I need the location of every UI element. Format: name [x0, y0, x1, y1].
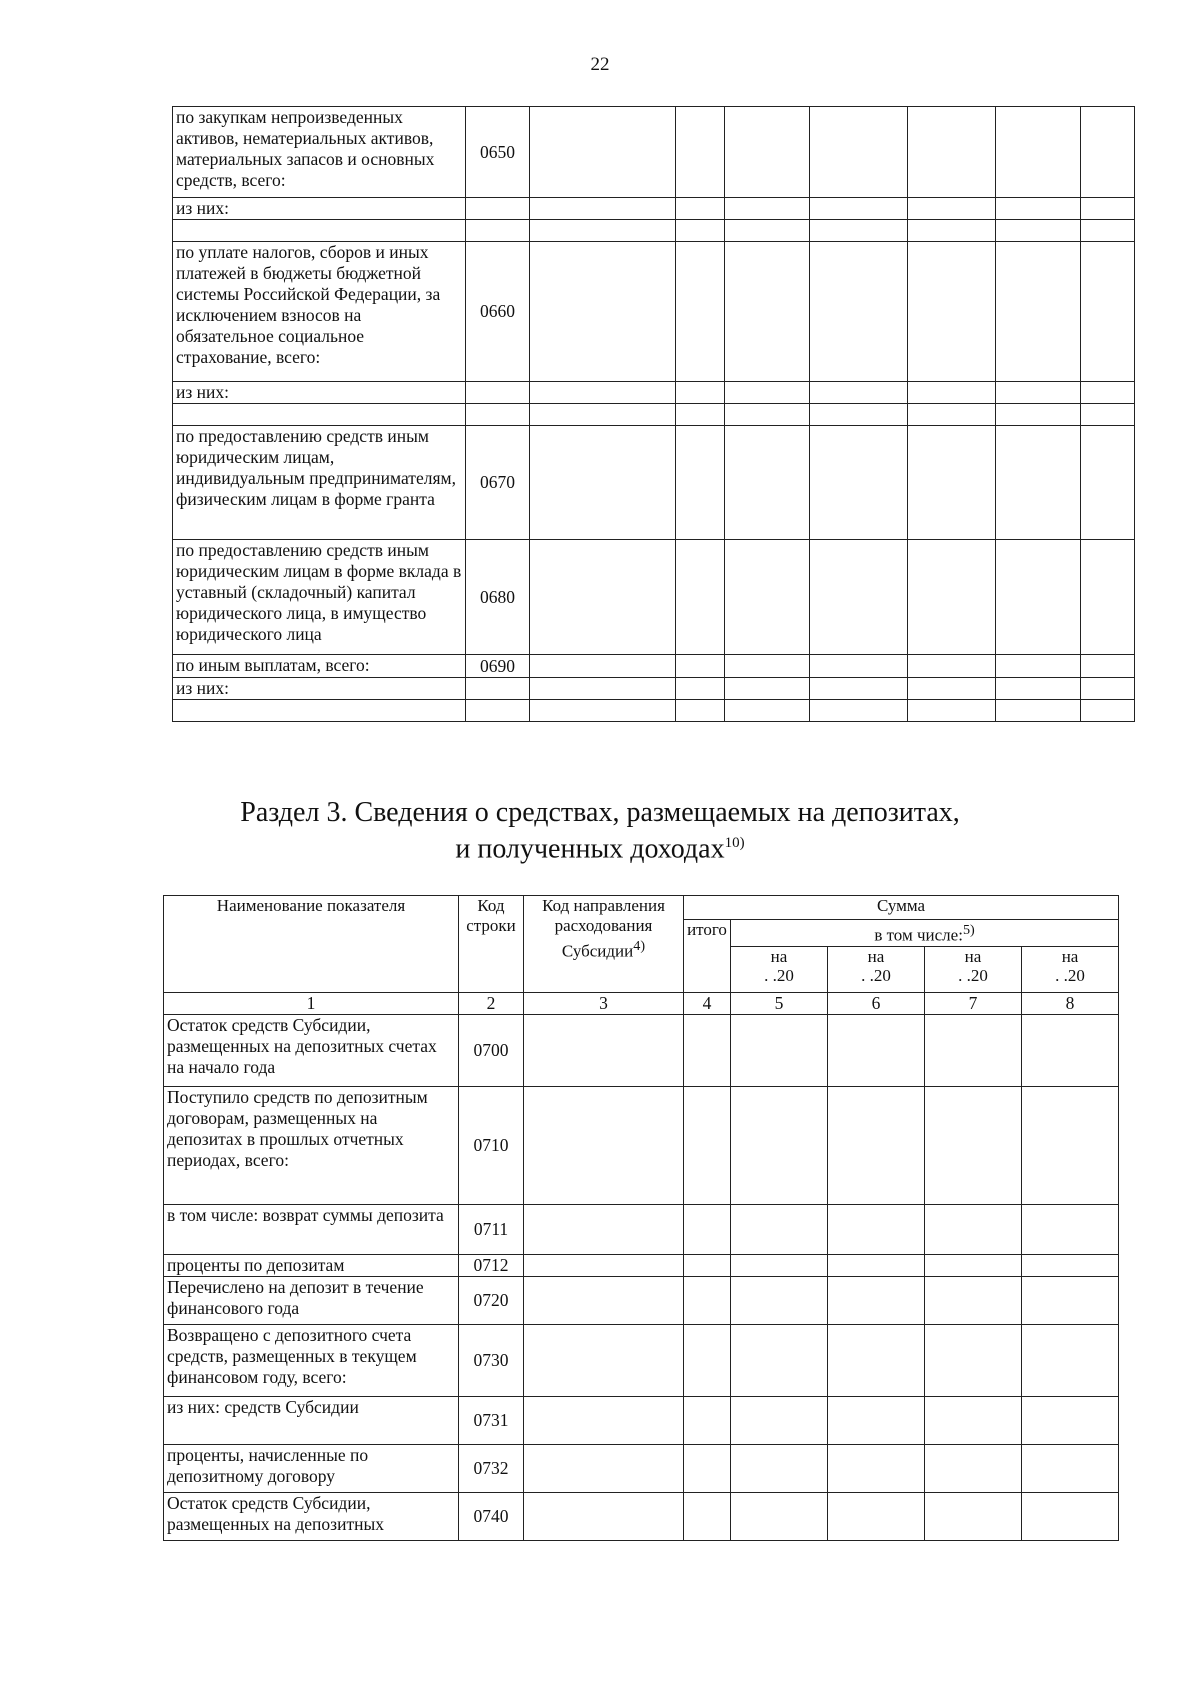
footnote-ref: 4): [633, 938, 646, 954]
column-number: 1: [164, 992, 459, 1014]
table-row: [173, 220, 1135, 242]
table-row: [173, 198, 1135, 220]
row-label: проценты по депозитам: [164, 1254, 459, 1276]
row-code: 0730: [459, 1324, 524, 1396]
table-row: [173, 540, 1135, 655]
table-row: [164, 1276, 1119, 1324]
row-code: 0711: [459, 1204, 524, 1254]
row-code: 0712: [459, 1254, 524, 1276]
table-row: [164, 1204, 1119, 1254]
section-title-line2: и полученных доходах$^{10)}$: [455, 833, 745, 865]
date-column-header[interactable]: на . .20: [731, 946, 828, 992]
table-row: [164, 1492, 1119, 1540]
row-label: из них:: [173, 382, 466, 404]
row-code: 0720: [459, 1276, 524, 1324]
row-label: из них: средств Субсидии: [164, 1396, 459, 1444]
payments-table: [172, 106, 1135, 722]
column-number: 3: [524, 992, 684, 1014]
row-label: [173, 404, 466, 426]
row-label: Поступило средств по депозитным договорам, размещенных на депозитах в прошлых отчетных периодах, всего:: [164, 1086, 459, 1204]
column-number: 7: [925, 992, 1022, 1014]
date-column-header[interactable]: на . .20: [1022, 946, 1119, 992]
row-code: 0650: [466, 107, 530, 198]
date-column-header[interactable]: на . .20: [828, 946, 925, 992]
table-row: [164, 1444, 1119, 1492]
footnote-ref: 5): [962, 922, 975, 938]
row-label: проценты, начисленные по депозитному договору: [164, 1444, 459, 1492]
row-label: [173, 220, 466, 242]
row-code: [466, 220, 530, 242]
table-row: [164, 1014, 1119, 1086]
row-code: [466, 700, 530, 722]
row-label: по уплате налогов, сборов и иных платежей в бюджеты бюджетной системы Российской Федерации, за исключением взносов на обязательное социальное страхование, всего:: [173, 242, 466, 382]
row-code: 0700: [459, 1014, 524, 1086]
row-label: из них:: [173, 198, 466, 220]
table-row: [164, 1086, 1119, 1204]
row-label: в том числе: возврат суммы депозита: [164, 1204, 459, 1254]
row-code: [466, 198, 530, 220]
table-row: [164, 1324, 1119, 1396]
table-row: [173, 107, 1135, 198]
table-row: [173, 700, 1135, 722]
row-label: по предоставлению средств иным юридическим лицам в форме вклада в уставный (складочный) капитал юридического лица, в имущество юридического лица: [173, 540, 466, 655]
table-row: [173, 678, 1135, 700]
row-code: [466, 382, 530, 404]
table-row: [173, 382, 1135, 404]
row-code: [466, 404, 530, 426]
column-numbers-row: [164, 992, 1119, 1014]
section-title-line1: Раздел 3. Сведения о средствах, размещаемых на депозитах,: [240, 797, 960, 828]
table-row: [164, 1396, 1119, 1444]
row-code: 0660: [466, 242, 530, 382]
table-row: [173, 242, 1135, 382]
row-code: 0680: [466, 540, 530, 655]
row-label: по предоставлению средств иным юридическим лицам, индивидуальным предпринимателям, физическим лицам в форме гранта: [173, 426, 466, 540]
row-code: 0670: [466, 426, 530, 540]
row-code: 0710: [459, 1086, 524, 1204]
table-row: [173, 655, 1135, 678]
column-number: 6: [828, 992, 925, 1014]
footnote-ref: 10): [724, 835, 745, 851]
section-title: [0, 797, 1200, 864]
table-row: [173, 426, 1135, 540]
page-number: 22: [590, 54, 610, 75]
row-code: 0740: [459, 1492, 524, 1540]
row-label: Остаток средств Субсидии, размещенных на депозитных: [164, 1492, 459, 1540]
column-number: 5: [731, 992, 828, 1014]
row-label: Возвращено с депозитного счета средств, размещенных в текущем финансовом году, всего:: [164, 1324, 459, 1396]
column-number: 4: [684, 992, 731, 1014]
row-label: из них:: [173, 678, 466, 700]
row-code: 0731: [459, 1396, 524, 1444]
column-number: 8: [1022, 992, 1119, 1014]
row-code: 0732: [459, 1444, 524, 1492]
column-number: 2: [459, 992, 524, 1014]
row-label: [173, 700, 466, 722]
row-label: Остаток средств Субсидии, размещенных на депозитных счетах на начало года: [164, 1014, 459, 1086]
header-direction: Код направления расходования Субсидии$^{4)}$: [524, 896, 684, 993]
row-label: по иным выплатам, всего:: [173, 655, 466, 678]
header-name: Наименование показателя: [164, 896, 459, 993]
row-label: Перечислено на депозит в течение финансового года: [164, 1276, 459, 1324]
row-code: [466, 678, 530, 700]
row-code: 0690: [466, 655, 530, 678]
row-label: по закупкам непроизведенных активов, нематериальных активов, материальных запасов и основных средств, всего:: [173, 107, 466, 198]
header-sum: Сумма: [684, 896, 1119, 920]
table-row: [173, 404, 1135, 426]
header-including: в том числе:$^{5)}$: [731, 920, 1119, 947]
table-row: [164, 1254, 1119, 1276]
deposits-table: [163, 895, 1119, 1541]
header-code: Код строки: [459, 896, 524, 993]
header-total: итого: [684, 920, 731, 993]
date-column-header[interactable]: на . .20: [925, 946, 1022, 992]
